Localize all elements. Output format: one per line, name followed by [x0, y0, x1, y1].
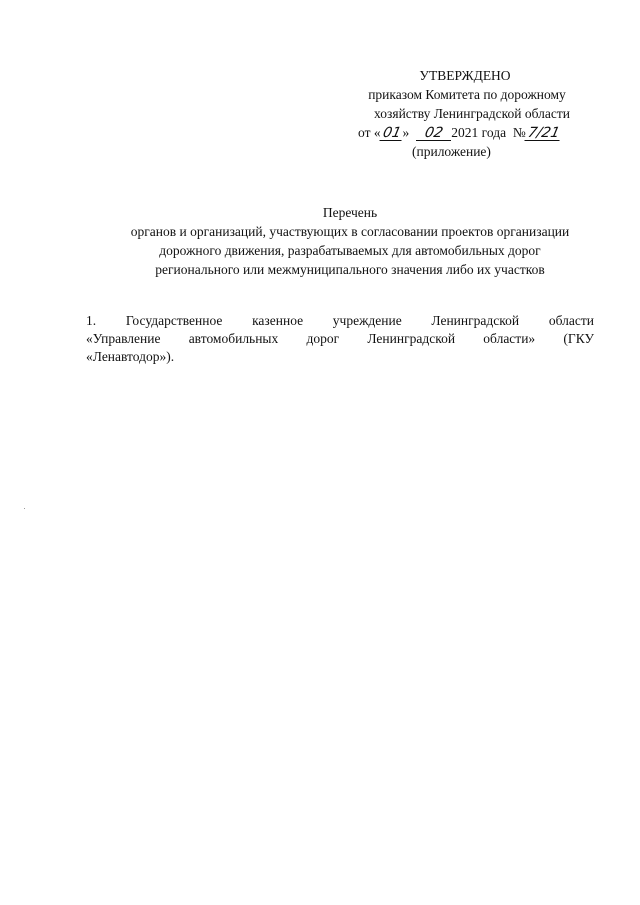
heading-line-2: дорожного движения, разрабатываемых для автомобильных дорог: [159, 243, 541, 258]
list-item-word: «Управление: [86, 331, 161, 346]
handwritten-month: 02: [422, 125, 445, 141]
date-year: 2021 года: [451, 125, 507, 140]
list-item-row-1: [86, 312, 594, 330]
list-item-word: (ГКУ: [563, 331, 594, 346]
list-item-word: области»: [483, 331, 536, 346]
heading-line-3: регионального или межмуниципального значения либо их участков: [155, 262, 545, 277]
approval-order-line: приказом Комитета по дорожному: [368, 87, 566, 102]
list-item-word: Государственное: [125, 313, 223, 328]
list-item-word: учреждение: [332, 313, 402, 328]
list-item-word: области: [548, 313, 594, 328]
handwritten-day: 01: [381, 125, 403, 141]
number-sign: №: [512, 125, 526, 140]
list-item-word: автомобильных: [188, 331, 279, 346]
list-item-row-3: [86, 348, 594, 366]
date-prefix: от «: [358, 125, 381, 140]
list-item-row-2: [86, 330, 594, 348]
heading-title: Перечень: [322, 205, 378, 220]
date-quote-close: »: [402, 125, 410, 140]
list-item-word: «Ленавтодор»).: [86, 349, 175, 364]
approval-stamp-block: [340, 66, 590, 161]
list-item-word: Ленинградской: [431, 313, 520, 328]
list-item: [86, 312, 594, 366]
list-item-number: 1.: [86, 313, 97, 328]
approval-appendix: (приложение): [412, 144, 491, 159]
approval-committee-line: хозяйству Ленинградской области: [374, 106, 570, 121]
list-item-word: Ленинградской: [367, 331, 456, 346]
scan-speck: [24, 508, 25, 509]
approval-date-line: [340, 123, 590, 142]
list-item-word: дорог: [306, 331, 340, 346]
list-item-word: казенное: [252, 313, 304, 328]
handwritten-number: 7/21: [526, 125, 561, 141]
document-heading: [60, 203, 640, 279]
approval-title: УТВЕРЖДЕНО: [419, 68, 511, 83]
heading-line-1: органов и организаций, участвующих в согласовании проектов организации: [130, 224, 570, 239]
